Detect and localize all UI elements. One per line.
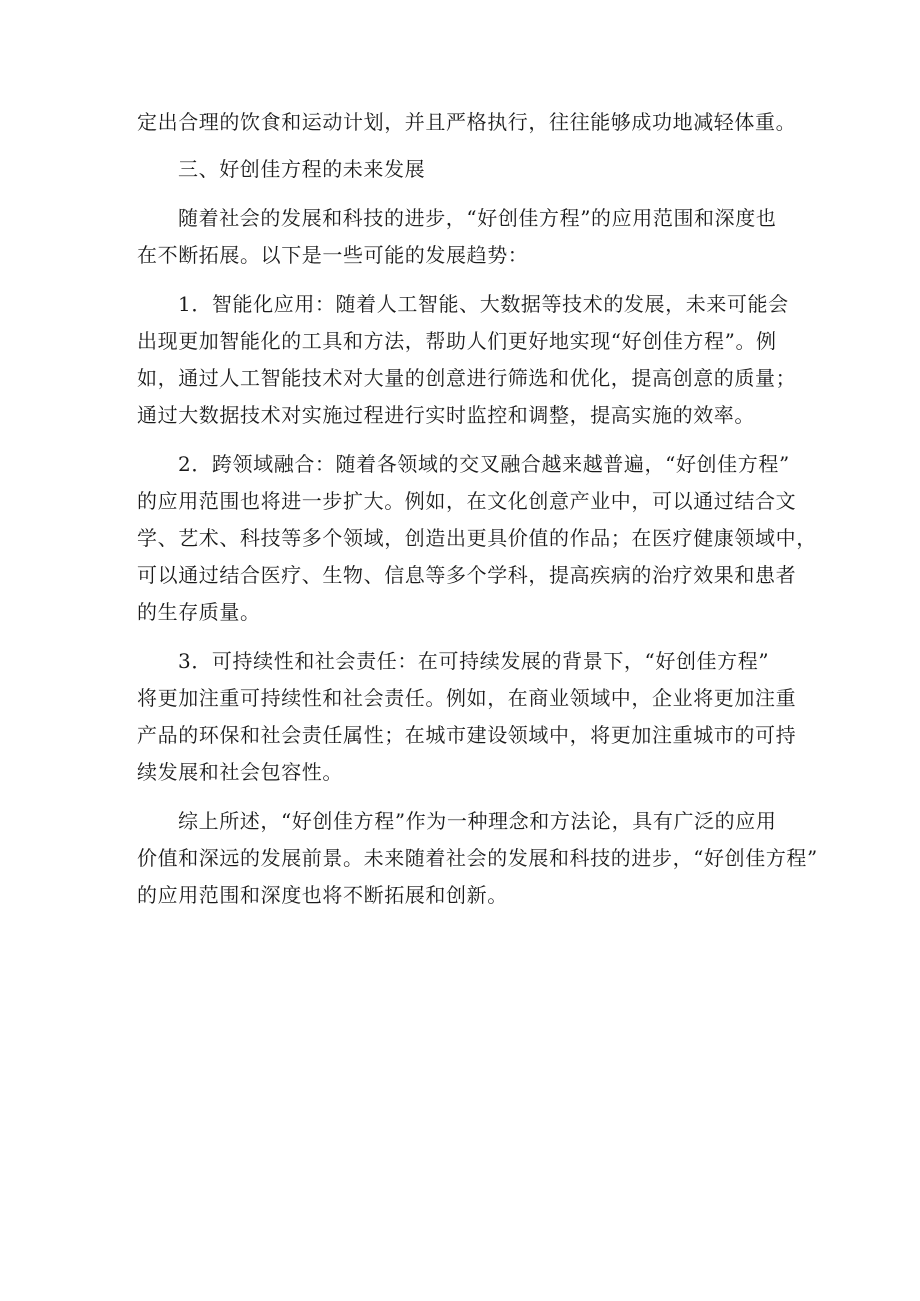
paragraph-intro-tail: [137, 104, 797, 141]
text-line: 产品的环保和社会责任属性；在城市建设领域中，将更加注重城市的可持: [137, 723, 797, 747]
text-line: 出现更加智能化的工具和方法，帮助人们更好地实现“好创佳方程”。例: [137, 329, 777, 353]
text-line: 学、艺术、科技等多个领域，创造出更具价值的作品；在医疗健康领域中，: [137, 526, 817, 550]
text-line: 1．智能化应用：随着人工智能、大数据等技术的发展，未来可能会: [178, 292, 789, 316]
text-line: 可以通过结合医疗、生物、信息等多个学科，提高疾病的治疗效果和患者: [137, 563, 797, 587]
text-line: 续发展和社会包容性。: [137, 760, 343, 784]
text-line: 随着社会的发展和科技的进步，“好创佳方程”的应用范围和深度也: [178, 206, 777, 230]
heading-text: 三、好创佳方程的未来发展: [178, 157, 426, 181]
text-line: 通过大数据技术对实施过程进行实时监控和调整，提高实施的效率。: [137, 403, 755, 427]
paragraph-trend-1: [137, 286, 797, 434]
text-line: 定出合理的饮食和运动计划，并且严格执行，往往能够成功地减轻体重。: [137, 110, 797, 134]
text-line: 2．跨领域融合：随着各领域的交叉融合越来越普遍，“好创佳方程”: [178, 452, 790, 476]
text-line: 价值和深远的发展前景。未来随着社会的发展和科技的进步，“好创佳方程”: [137, 846, 818, 870]
text-line: 3．可持续性和社会责任：在可持续发展的背景下，“好创佳方程”: [178, 649, 770, 673]
section-heading: [137, 151, 784, 188]
text-line: 将更加注重可持续性和社会责任。例如，在商业领域中，企业将更加注重: [137, 686, 797, 710]
text-line: 的应用范围和深度也将不断拓展和创新。: [137, 883, 508, 907]
text-line: 的应用范围也将进一步扩大。例如，在文化创意产业中，可以通过结合文: [137, 489, 797, 513]
document-body: [137, 104, 818, 914]
text-line: 综上所述，“好创佳方程”作为一种理念和方法论，具有广泛的应用: [178, 809, 777, 833]
paragraph-conclusion: [137, 803, 818, 914]
paragraph-trend-2: [137, 446, 817, 631]
paragraph-overview: [137, 200, 784, 274]
paragraph-trend-3: [137, 643, 797, 791]
text-line: 的生存质量。: [137, 600, 261, 624]
text-line: 如，通过人工智能技术对大量的创意进行筛选和优化，提高创意的质量；: [137, 366, 797, 390]
text-line: 在不断拓展。以下是一些可能的发展趋势：: [137, 243, 529, 267]
